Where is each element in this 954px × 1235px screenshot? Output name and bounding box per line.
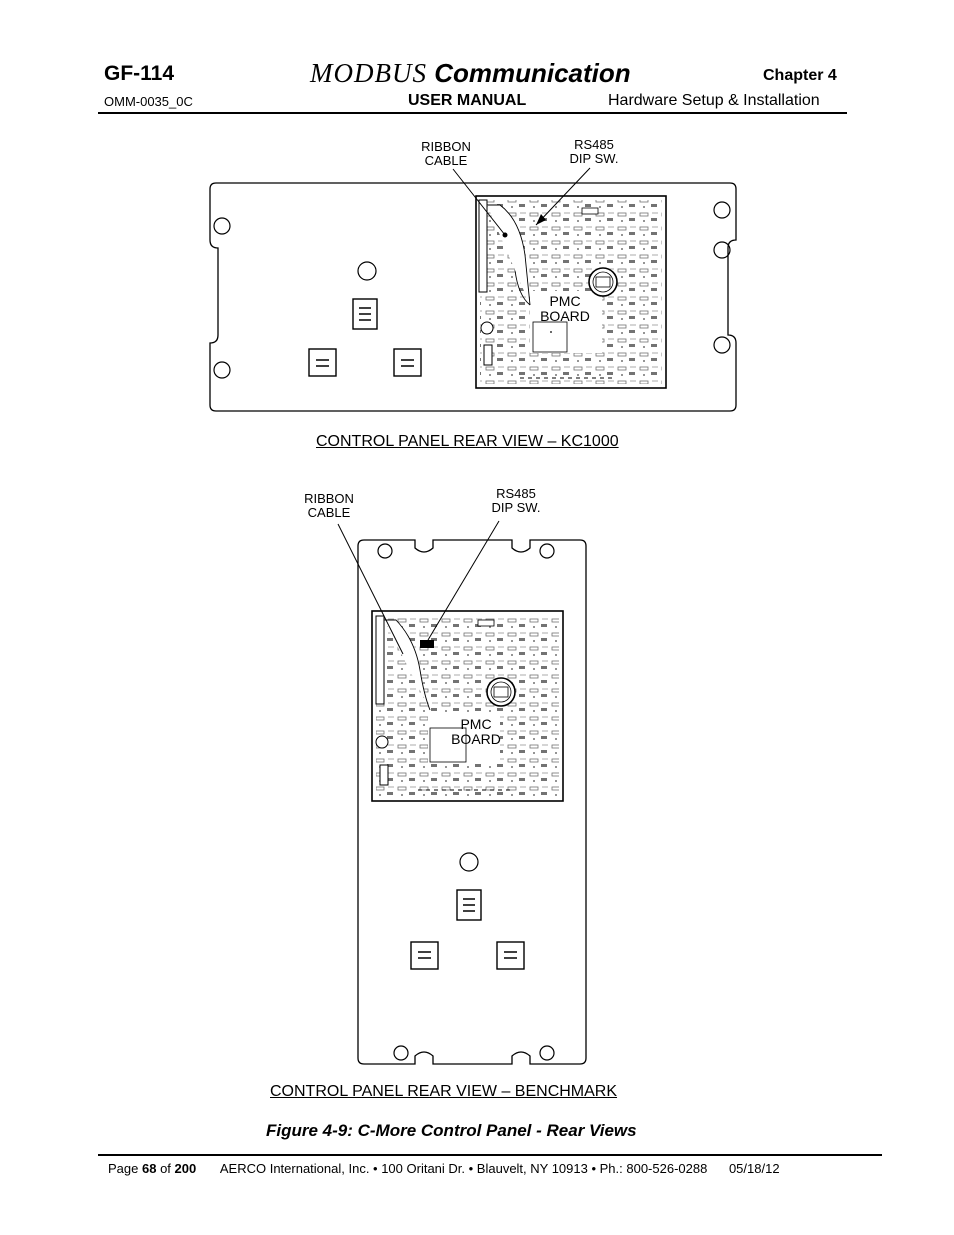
ribbon-cable-label-bottom xyxy=(291,492,367,520)
pmc-line2: BOARD xyxy=(451,731,501,747)
doc-code: GF-114 xyxy=(104,62,175,85)
title-modbus: MODBUS xyxy=(310,58,427,88)
dip-label-line1: RS485 xyxy=(496,486,536,501)
section-label: Hardware Setup & Installation xyxy=(608,92,820,109)
omm-code: OMM-0035_0C xyxy=(104,94,193,109)
ribbon-cable-label-top xyxy=(408,140,484,168)
caption-kc1000: CONTROL PANEL REAR VIEW – KC1000 xyxy=(316,433,619,450)
figure-caption: Figure 4-9: C-More Control Panel - Rear Views xyxy=(266,1121,637,1140)
pmc-board-label-top xyxy=(530,294,600,324)
footer-date: 05/18/12 xyxy=(728,1161,780,1176)
footer-rule xyxy=(98,1154,882,1156)
rs485-dip-label-top xyxy=(532,138,656,166)
pmc-line1: PMC xyxy=(549,293,581,309)
dip-label-line2: DIP SW. xyxy=(491,500,541,515)
bottom-panel xyxy=(338,521,586,1064)
rs485-dip-label-bottom xyxy=(454,487,578,515)
page-footer xyxy=(108,1161,780,1176)
page-of: of xyxy=(156,1161,175,1176)
manual-label: USER MANUAL xyxy=(408,92,527,109)
pmc-line1: PMC xyxy=(460,716,492,732)
ribbon-label-line1: RIBBON xyxy=(304,491,354,506)
pmc-board-label-bottom xyxy=(441,717,511,747)
ribbon-label-line2: CABLE xyxy=(307,505,351,520)
company-info: AERCO International, Inc. • 100 Oritani Dr. • Blauvelt, NY 10913 • Ph.: 800-526-0288 xyxy=(219,1161,708,1176)
ribbon-label-line2: CABLE xyxy=(424,153,468,168)
chapter-label: Chapter 4 xyxy=(763,67,837,84)
dip-label-line2: DIP SW. xyxy=(569,151,619,166)
page-prefix: Page xyxy=(108,1161,142,1176)
caption-benchmark: CONTROL PANEL REAR VIEW – BENCHMARK xyxy=(270,1083,618,1100)
pmc-line2: BOARD xyxy=(540,308,590,324)
top-panel xyxy=(210,168,736,411)
page-number: 68 xyxy=(141,1161,157,1176)
page-total: 200 xyxy=(174,1161,197,1176)
title-rest: Communication xyxy=(426,58,631,88)
ribbon-label-line1: RIBBON xyxy=(421,139,471,154)
dip-label-line1: RS485 xyxy=(574,137,614,152)
